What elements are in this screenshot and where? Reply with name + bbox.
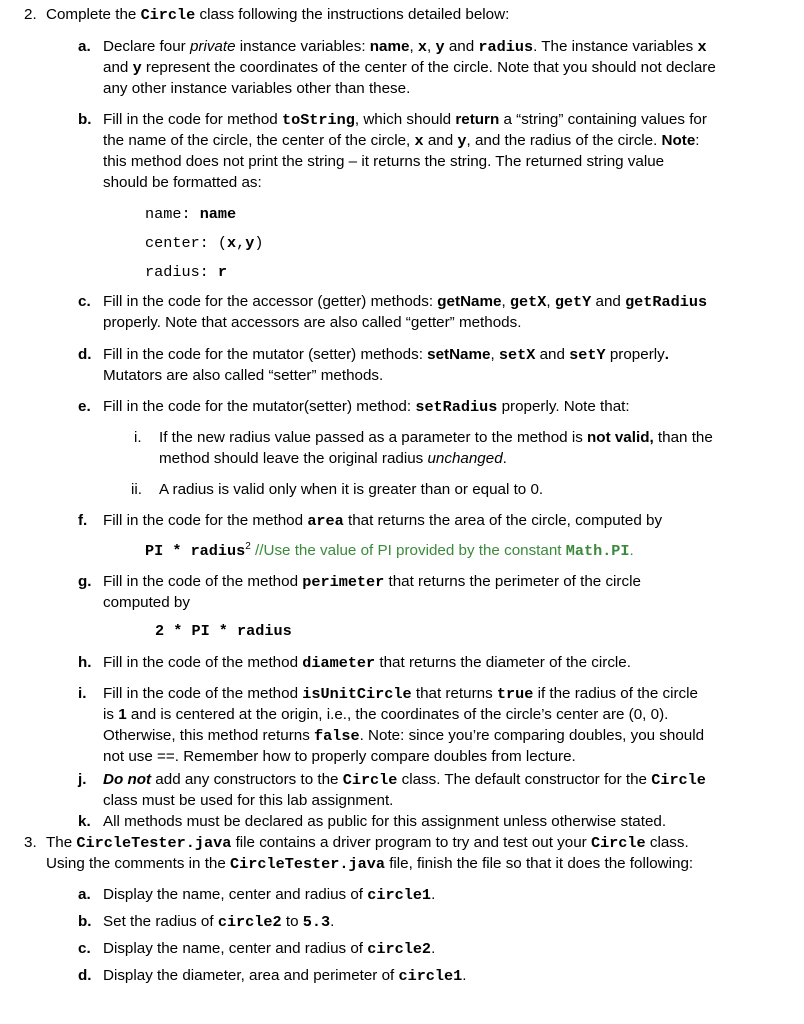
q3-item-b-line: Set the radius of circle2 to 5.3. <box>103 913 335 931</box>
item-g-label: g. <box>78 573 92 590</box>
item-a-line3: any other instance variables other than these. <box>103 80 411 97</box>
q3-line2: Using the comments in the CircleTester.java file, finish the file so that it does the following: <box>46 855 694 873</box>
q2-number: 2. <box>24 6 37 23</box>
item-e-label: e. <box>78 398 91 415</box>
q3-item-d-line: Display the diameter, area and perimeter of circle1. <box>103 967 467 985</box>
q3-item-b-label: b. <box>78 913 92 930</box>
item-b-line3: this method does not print the string – it returns the string. The returned string value <box>103 153 665 170</box>
item-c-line1: Fill in the code for the accessor (getter) methods: getName, getX, getY and getRadius <box>103 293 708 311</box>
item-c-label: c. <box>78 293 91 310</box>
item-a-line1: Declare four private instance variables: name, x, y and radius. The instance variables x <box>103 38 707 56</box>
item-a-label: a. <box>78 38 91 55</box>
item-d-line2: Mutators are also called “setter” methods. <box>103 367 384 384</box>
q3-line1: The CircleTester.java file contains a driver program to try and test out your Circle class. <box>46 834 689 852</box>
item-e-i-label: i. <box>134 429 142 446</box>
item-f-label: f. <box>78 512 88 529</box>
q3-item-a-line: Display the name, center and radius of circle1. <box>103 886 436 904</box>
item-k-label: k. <box>78 813 91 830</box>
item-k-line1: All methods must be declared as public for this assignment unless otherwise stated. <box>103 813 667 830</box>
item-e-i-line1: If the new radius value passed as a parameter to the method is not valid, than the <box>159 429 713 446</box>
q3-item-c-line: Display the name, center and radius of circle2. <box>103 940 436 958</box>
item-d-label: d. <box>78 346 92 363</box>
item-e-line1: Fill in the code for the mutator(setter) method: setRadius properly. Note that: <box>103 398 630 416</box>
item-b-label: b. <box>78 111 92 128</box>
item-c-line2: properly. Note that accessors are also called “getter” methods. <box>103 314 522 331</box>
item-b-line4: should be formatted as: <box>103 174 262 191</box>
format-radius-line: radius: r <box>145 263 228 281</box>
item-e-ii-line1: A radius is valid only when it is greater than or equal to 0. <box>159 481 544 498</box>
item-e-ii-label: ii. <box>131 481 142 498</box>
item-i-line3: Otherwise, this method returns false. Note: since you’re comparing doubles, you should <box>103 727 705 745</box>
perimeter-formula: 2 * PI * radius <box>155 622 292 640</box>
item-g-line2: computed by <box>103 594 190 611</box>
area-formula: PI * radius$^2$ //Use the value of PI provided by the constant Math.PI. <box>145 540 634 560</box>
item-g-line1: Fill in the code of the method perimeter that returns the perimeter of the circle <box>103 573 641 591</box>
item-i-line4: not use ==. Remember how to properly compare doubles from lecture. <box>103 748 576 765</box>
q2-intro: Complete the Circle class following the instructions detailed below: <box>46 6 510 24</box>
item-j-label: j. <box>78 771 87 788</box>
item-f-line1: Fill in the code for the method area that returns the area of the circle, computed by <box>103 512 663 530</box>
q3-item-d-label: d. <box>78 967 92 984</box>
item-d-line1: Fill in the code for the mutator (setter) methods: setName, setX and setY properly. <box>103 346 669 364</box>
item-i-line1: Fill in the code of the method isUnitCircle that returns true if the radius of the circle <box>103 685 698 703</box>
q3-number: 3. <box>24 834 37 851</box>
item-h-label: h. <box>78 654 92 671</box>
item-e-i-line2: method should leave the original radius unchanged. <box>159 450 507 467</box>
item-b-line2: the name of the circle, the center of the circle, x and y, and the radius of the circle. Note: <box>103 132 700 150</box>
item-i-label: i. <box>78 685 87 702</box>
format-center-line: center: (x,y) <box>145 234 264 252</box>
q3-item-a-label: a. <box>78 886 91 903</box>
item-j-line1: Do not add any constructors to the Circle class. The default constructor for the Circle <box>103 771 706 789</box>
format-name-line: name: name <box>145 205 237 223</box>
item-j-line2: class must be used for this lab assignment. <box>103 792 394 809</box>
item-h-line1: Fill in the code of the method diameter that returns the diameter of the circle. <box>103 654 631 672</box>
item-a-line2: and y represent the coordinates of the center of the circle. Note that you should not declare <box>103 59 716 77</box>
item-i-line2: is 1 and is centered at the origin, i.e., the coordinates of the circle’s center are (0, 0). <box>103 706 669 723</box>
q3-item-c-label: c. <box>78 940 91 957</box>
item-b-line1: Fill in the code for method toString, which should return a “string” containing values for <box>103 111 707 129</box>
